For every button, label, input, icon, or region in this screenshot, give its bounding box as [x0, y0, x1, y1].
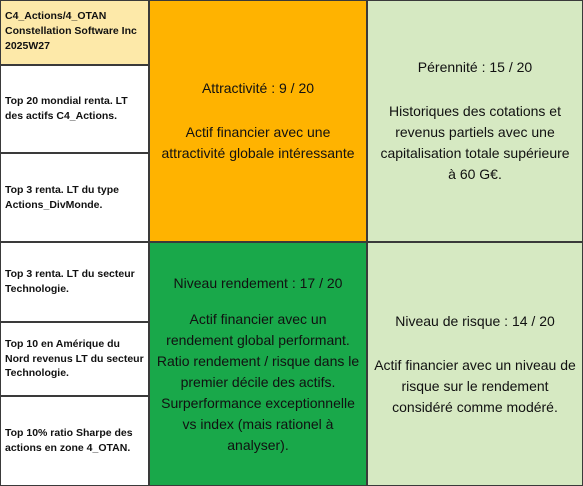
criterion-line: Top 10% ratio Sharpe des — [5, 427, 133, 440]
criterion-line: Technologie. — [5, 367, 69, 380]
attractivite-desc-line: attractivité globale intéressante — [161, 145, 355, 161]
criterion-1 — [0, 65, 149, 153]
perennite-desc-line: revenus partiels avec une — [395, 124, 555, 140]
criterion-line: Top 10 en Amérique du — [5, 337, 120, 350]
asset-header — [0, 0, 149, 65]
criterion-line: actions en zone 4_OTAN. — [5, 442, 131, 454]
attractivite-desc-line: Actif financier avec une — [185, 124, 331, 140]
rendement-desc-line: Actif financier avec un — [189, 310, 327, 327]
rendement-desc-line: analyser). — [227, 436, 289, 453]
rendement-desc-line: Ratio rendement / risque dans le — [156, 352, 360, 369]
risque-desc-line: Actif financier avec un niveau de — [374, 356, 576, 373]
risque-desc-line: risque sur le rendement — [401, 377, 549, 394]
criterion-3 — [0, 242, 149, 322]
attractivite-score: Attractivité : 9 / 20 — [201, 80, 315, 96]
risque-desc-line: considéré comme modéré. — [392, 398, 558, 415]
risque-score: Niveau de risque : 14 / 20 — [395, 312, 555, 329]
risque-quadrant — [367, 242, 583, 486]
criterion-line: Nord revenus LT du secteur — [5, 352, 144, 365]
criterion-line: des actifs C4_Actions. — [5, 110, 118, 122]
rendement-desc-line: rendement global performant. — [166, 331, 350, 348]
header-company: Constellation Software Inc — [5, 24, 137, 37]
header-week: 2025W27 — [5, 39, 50, 52]
rendement-desc-line: Surperformance exceptionnelle — [161, 394, 355, 411]
criterion-line: Top 20 mondial renta. LT — [5, 95, 128, 108]
perennite-desc-line: à 60 G€. — [448, 166, 502, 182]
criterion-4 — [0, 322, 149, 396]
rendement-quadrant — [149, 242, 367, 486]
header-portfolio: C4_Actions/4_OTAN — [5, 10, 107, 22]
rendement-desc-line: premier décile des actifs. — [180, 373, 336, 390]
criterion-line: Technologie. — [5, 283, 69, 295]
rendement-score: Niveau rendement : 17 / 20 — [173, 274, 343, 291]
criterion-line: Top 3 renta. LT du secteur — [5, 268, 135, 281]
criterion-line: Top 3 renta. LT du type — [5, 183, 119, 196]
perennite-quadrant — [367, 0, 583, 242]
perennite-desc-line: capitalisation totale supérieure — [380, 145, 570, 161]
perennite-desc-line: Historiques des cotations et — [389, 103, 561, 119]
criterion-2 — [0, 153, 149, 242]
perennite-score: Pérennité : 15 / 20 — [417, 59, 533, 75]
criterion-line: Actions_DivMonde. — [5, 198, 103, 211]
criterion-5 — [0, 396, 149, 486]
attractivite-quadrant — [149, 0, 367, 242]
rendement-desc-line: vs index (mais rationel à — [182, 415, 334, 432]
